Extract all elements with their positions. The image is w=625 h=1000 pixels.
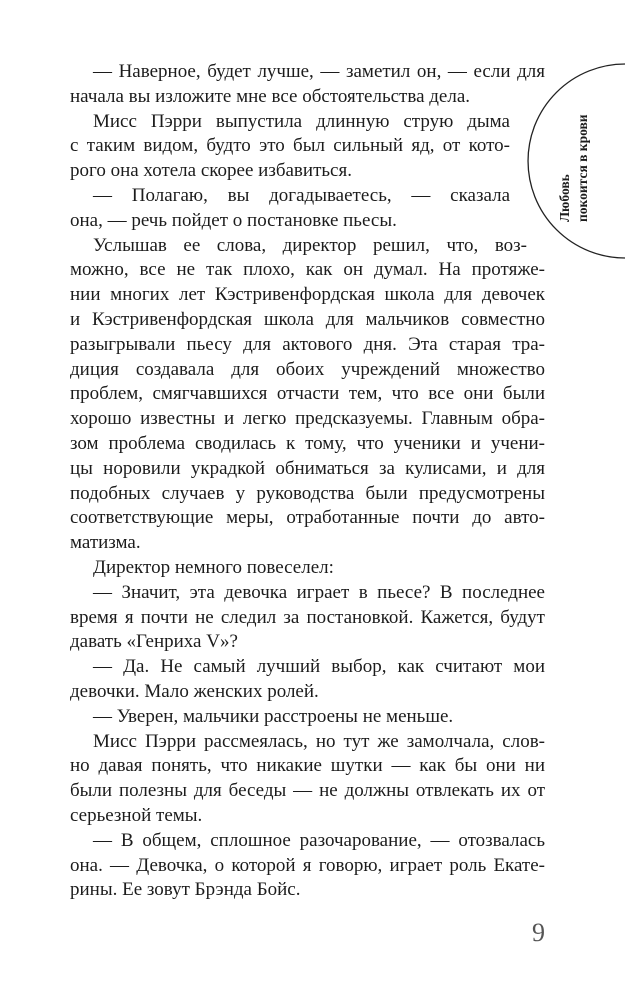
- paragraph: [70, 184, 545, 234]
- text-line: Мисс Пэрри рассмеялась, но тут же замолчала, слов-: [93, 730, 545, 752]
- text-line: были полезны для беседы — не должны отвлекать их от: [70, 780, 545, 802]
- text-line: но давая понять, что никакие шутки — как бы они ни: [70, 755, 545, 777]
- text-line: разыгрывали пьесу для актового дня. Эта старая тра-: [70, 333, 545, 355]
- text-line: — Значит, эта девочка играет в пьесе? В последнее: [93, 581, 545, 603]
- text-line: рины. Ее зовут Брэнда Бойс.: [70, 879, 301, 901]
- paragraph: [70, 556, 545, 581]
- text-line: — В общем, сплошное разочарование, — отозвалась: [93, 829, 545, 851]
- text-line: диция создавала для обоих учреждений множество: [70, 358, 545, 380]
- text-line: матизма.: [70, 532, 141, 554]
- text-line: с таким видом, будто это был сильный яд, от кото-: [70, 135, 510, 157]
- text-line: — Да. Не самый лучший выбор, как считают мои: [93, 656, 545, 678]
- body-text: [70, 60, 545, 903]
- text-line: можно, все не так плохо, как он думал. На протяже-: [70, 259, 545, 281]
- paragraph: [70, 110, 545, 184]
- text-line: — Уверен, мальчики расстроены не меньше.: [93, 705, 454, 727]
- text-line: начала вы изложите мне все обстоятельства дела.: [70, 85, 471, 107]
- paragraph: [70, 581, 545, 655]
- text-line: — Наверное, будет лучше, — заметил он, — если для: [93, 61, 545, 82]
- text-line: соответствующие меры, отработанные почти до авто-: [70, 507, 545, 529]
- text-line: хорошо известны и легко предсказуемы. Главным обра-: [70, 408, 545, 430]
- text-line: девочки. Мало женских ролей.: [70, 680, 319, 702]
- text-line: рого она хотела скорее избавиться.: [70, 160, 352, 182]
- tab-title-line: покоится в крови: [575, 114, 590, 222]
- text-line: подобных случаев у руководства были предусмотрены: [70, 482, 545, 504]
- text-line: зом проблема сводилась к тому, что ученики и учени-: [70, 432, 545, 454]
- paragraph: [70, 655, 545, 705]
- text-line: — Полагаю, вы догадываетесь, — сказала: [93, 184, 510, 206]
- text-line: нии многих лет Кэстривенфордская школа для девочек: [70, 284, 545, 306]
- text-line: она, — речь пойдет о постановке пьесы.: [70, 209, 397, 231]
- paragraph: [70, 705, 545, 730]
- text-line: Мисс Пэрри выпустила длинную струю дыма: [93, 110, 510, 132]
- text-line: она. — Девочка, о которой я говорю, играет роль Екате-: [70, 854, 545, 876]
- text-line: время я почти не следил за постановкой. Кажется, будут: [70, 606, 545, 628]
- paragraph: [70, 730, 545, 829]
- paragraph: [70, 829, 545, 903]
- text-line: цы норовили украдкой обниматься за кулисами, и для: [70, 457, 545, 479]
- text-line: Услышав ее слова, директор решил, что, воз-: [93, 234, 527, 256]
- text-line: проблем, смягчавшихся отчасти тем, что все они были: [70, 383, 545, 405]
- running-tab-title: [556, 104, 592, 222]
- text-line: и Кэстривенфордская школа для мальчиков совместно: [70, 308, 545, 330]
- text-line: серьезной темы.: [70, 804, 203, 826]
- paragraph: [70, 60, 545, 110]
- paragraph: [70, 234, 545, 556]
- page-number: 9: [532, 918, 545, 947]
- text-line: Директор немного повеселел:: [93, 556, 334, 578]
- tab-title-line: Любовь: [557, 174, 572, 222]
- text-line: давать «Генриха V»?: [70, 631, 238, 653]
